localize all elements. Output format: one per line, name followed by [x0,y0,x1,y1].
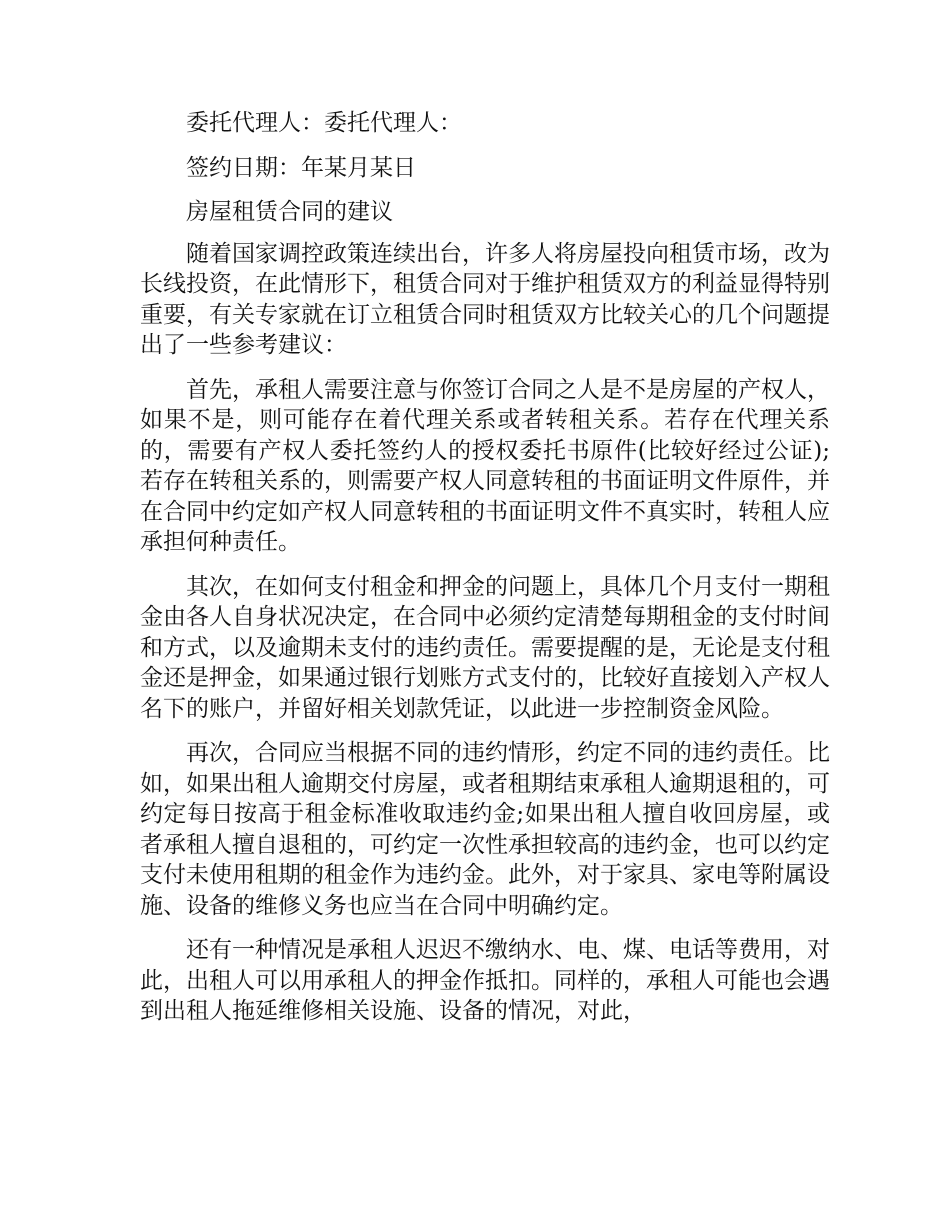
sign-date-line: 签约日期：年某月某日 [186,154,416,181]
section-title: 房屋租赁合同的建议 [186,199,393,225]
agent-line: 委托代理人：委托代理人： [186,110,462,136]
paragraph-third: 再次，合同应当根据不同的违约情形，约定不同的违约责任。比如，如果出租人逾期交付房屋，或者租期结束承租人逾期退租的，可约定每日按高于租金标准收取违约金;如果出租人擅自收回房屋，或者承租人擅自退租的，可约定一次性承担较高的违约金，也可以约定支付未使用租期的租金作为违约金。此外，对于家具、家电等附属设施、设备的维修义务也应当在合同中明确约定。 [140,740,830,919]
document-body [140,105,830,1041]
paragraph-intro: 随着国家调控政策连续出台，许多人将房屋投向租赁市场，改为长线投资，在此情形下，租赁合同对于维护租赁双方的利益显得特别重要，有关专家就在订立租赁合同时租赁双方比较关心的几个问题提出了一些参考建议： [140,240,830,358]
paragraph-fourth: 还有一种情况是承租人迟迟不缴纳水、电、煤、电话等费用，对此，出租人可以用承租人的押金作抵扣。同样的，承租人可能也会遇到出租人拖延维修相关设施、设备的情况，对此， [140,937,830,1024]
paragraph-first: 首先，承租人需要注意与你签订合同之人是不是房屋的产权人，如果不是，则可能存在着代理关系或者转租关系。若存在代理关系的，需要有产权人委托签约人的授权委托书原件(比较好经过公证);若存在转租关系的，则需要产权人同意转租的书面证明文件原件，并在合同中约定如产权人同意转租的书面证明文件不真实时，转租人应承担何种责任。 [140,376,830,555]
paragraph-second: 其次，在如何支付租金和押金的问题上，具体几个月支付一期租金由各人自身状况决定，在合同中必须约定清楚每期租金的支付时间和方式，以及逾期未支付的违约责任。需要提醒的是，无论是支付租金还是押金，如果通过银行划账方式支付的，比较好直接划入产权人名下的账户，并留好相关划款凭证，以此进一步控制资金风险。 [140,573,830,722]
